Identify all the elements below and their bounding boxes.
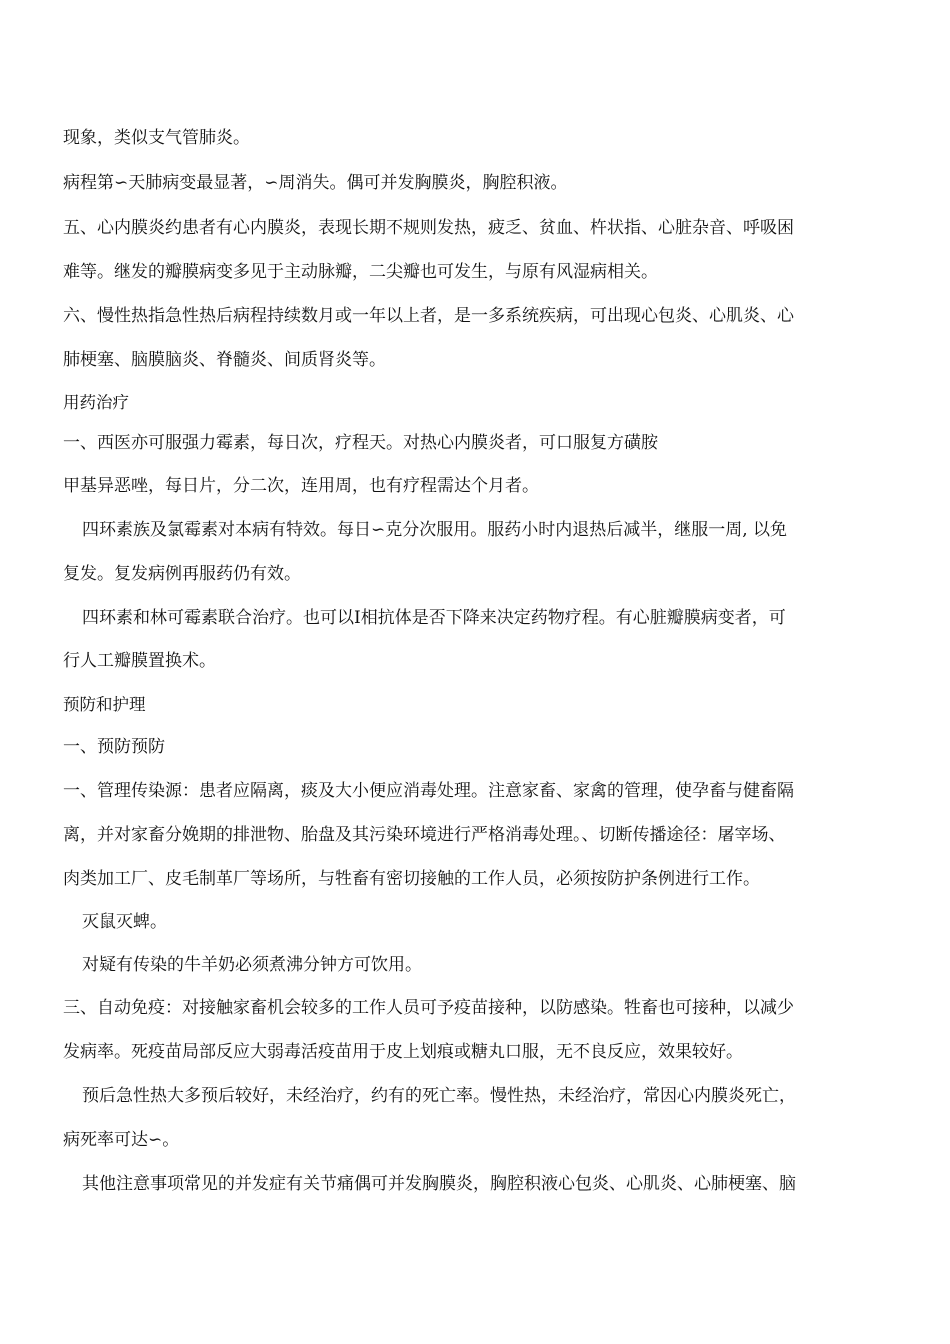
text-line: 三、自动免疫：对接触家畜机会较多的工作人员可予疫苗接种，以防感染。牲畜也可接种，以减少 <box>63 998 794 1018</box>
text-line: 发病率。死疫苗局部反应大弱毒活疫苗用于皮上划痕或糖丸口服，无不良反应，效果较好。 <box>63 1042 743 1062</box>
text-line: 病死率可达∽。 <box>63 1130 180 1150</box>
text-line: 其他注意事项常见的并发症有关节痛偶可并发胸膜炎，胸腔积液心包炎、心肌炎、心肺梗塞、脑 <box>82 1174 796 1194</box>
text-line: 灭鼠灭蜱。 <box>82 912 167 932</box>
text-line: 四环素族及氯霉素对本病有特效。每日∽克分次服用。服药小时内退热后减半，继服一周, 以免 <box>82 520 788 540</box>
text-line: 离，并对家畜分娩期的排泄物、胎盘及其污染环境进行严格消毒处理。、切断传播途径：屠宰场、 <box>63 825 786 845</box>
text-line: 难等。继发的瓣膜病变多见于主动脉瓣，二尖瓣也可发生，与原有风湿病相关。 <box>63 262 658 282</box>
section-heading: 预防和护理 <box>63 695 146 714</box>
text-line: 肺梗塞、脑膜脑炎、脊髓炎、间质肾炎等。 <box>63 350 386 370</box>
text-line: 五、心内膜炎约患者有心内膜炎，表现长期不规则发热，疲乏、贫血、杵状指、心脏杂音、呼吸困 <box>63 218 794 238</box>
text-line: 六、慢性热指急性热后病程持续数月或一年以上者，是一多系统疾病，可出现心包炎、心肌炎、心 <box>63 306 794 326</box>
text-line: 一、管理传染源：患者应隔离，痰及大小便应消毒处理。注意家畜、家禽的管理，使孕畜与健畜隔 <box>63 781 794 801</box>
text-line: 对疑有传染的牛羊奶必须煮沸分钟方可饮用。 <box>82 955 422 975</box>
text-line: 行人工瓣膜置换术。 <box>63 651 216 671</box>
text-line: 病程第∽天肺病变最显著，∽周消失。偶可并发胸膜炎，胸腔积液。 <box>63 173 568 193</box>
text-line: 一、西医亦可服强力霉素，每日次，疗程天。对热心内膜炎者，可口服复方磺胺 <box>63 433 658 453</box>
text-line: 复发。复发病例再服药仍有效。 <box>63 564 301 584</box>
text-line: 甲基异恶唑，每日片，分二次，连用周，也有疗程需达个月者。 <box>63 476 539 496</box>
text-line: 现象，类似支气管肺炎。 <box>63 128 250 148</box>
section-heading: 用药治疗 <box>63 393 129 412</box>
text-line: 四环素和林可霉素联合治疗。也可以Ⅰ相抗体是否下降来决定药物疗程。有心脏瓣膜病变者，可 <box>82 608 786 628</box>
text-line: 预后急性热大多预后较好，未经治疗，约有的死亡率。慢性热，未经治疗，常因心内膜炎死亡， <box>82 1086 796 1106</box>
subsection-heading: 一、预防预防 <box>63 737 165 757</box>
text-line: 肉类加工厂、皮毛制革厂等场所，与牲畜有密切接触的工作人员，必须按防护条例进行工作。 <box>63 869 760 889</box>
